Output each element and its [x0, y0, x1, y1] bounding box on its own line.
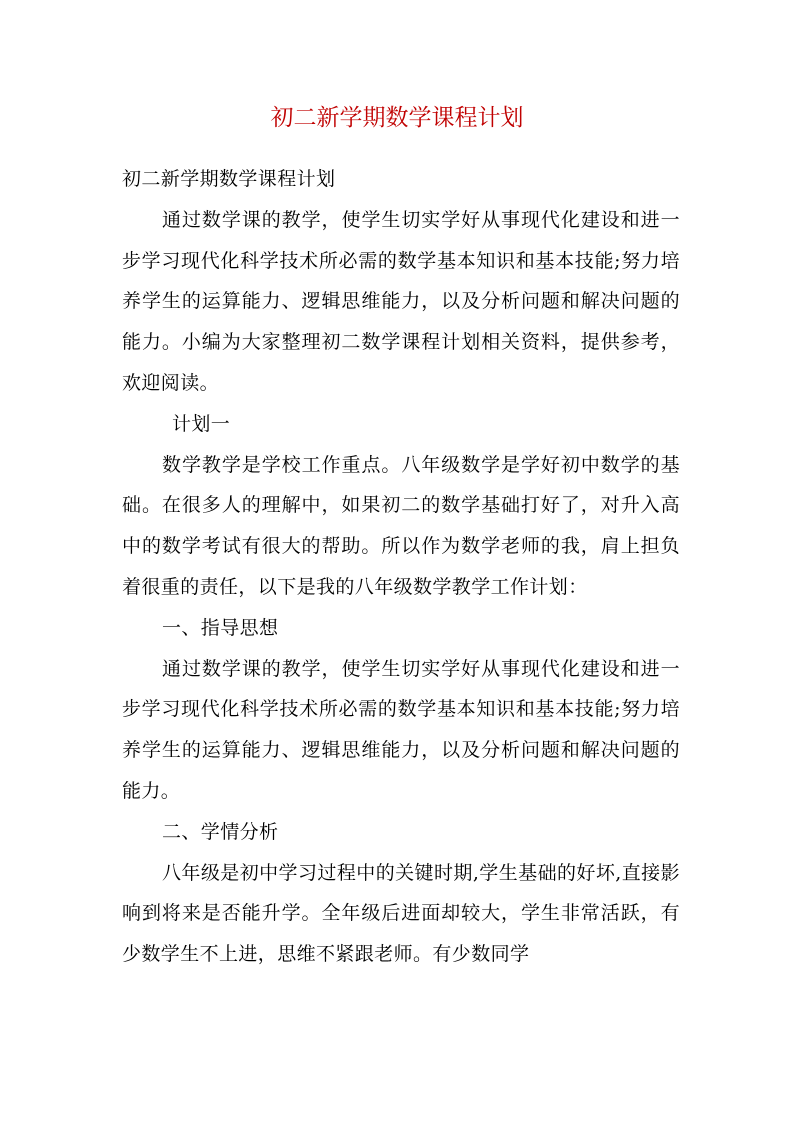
plan-heading: 计划一 — [172, 412, 231, 435]
intro-paragraph: 通过数学课的教学，使学生切实学好从事现代化建设和进一步学习现代化科学技术所必需的数学基本知识和基本技能;努力培养学生的运算能力、逻辑思维能力，以及分析问题和解决问题的能力。小编为大家整理初二数学课程计划相关资料，提供参考，欢迎阅读。 — [122, 208, 680, 394]
document-body — [122, 159, 680, 975]
guiding-ideology-paragraph: 通过数学课的教学，使学生切实学好从事现代化建设和进一步学习现代化科学技术所必需的数学基本知识和基本技能;努力培养学生的运算能力、逻辑思维能力，以及分析问题和解决问题的能力。 — [122, 657, 680, 802]
document-title: 初二新学期数学课程计划 — [270, 105, 524, 131]
section-heading-student-analysis: 二、学情分析 — [162, 820, 279, 843]
student-analysis-paragraph: 八年级是初中学习过程中的关键时期,学生基础的好坏,直接影响到将来是否能升学。全年级后进面却较大，学生非常活跃，有少数学生不上进，思维不紧跟老师。有少数同学 — [122, 861, 680, 966]
plan-intro-paragraph: 数学教学是学校工作重点。八年级数学是学好初中数学的基础。在很多人的理解中，如果初二的数学基础打好了，对升入高中的数学考试有很大的帮助。所以作为数学老师的我，肩上担负着很重的责任，以下是我的八年级数学教学工作计划： — [122, 453, 680, 598]
section-heading-guiding-ideology: 一、指导思想 — [162, 616, 279, 639]
subtitle-paragraph: 初二新学期数学课程计划 — [122, 168, 336, 190]
